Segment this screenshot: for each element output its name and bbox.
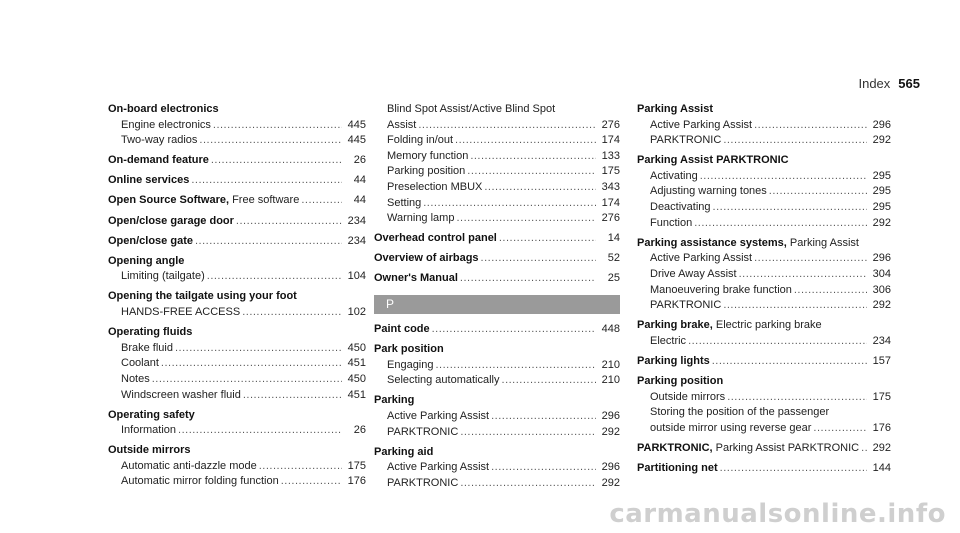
entry-title[interactable]: Opening angle (108, 254, 185, 267)
index-entry[interactable]: Open Source Software, Free software ..... 44 (108, 193, 366, 209)
index-entry (637, 102, 891, 149)
index-entry[interactable]: Open/close gate ..... 234 (108, 234, 366, 250)
sub-entry[interactable]: Coolant ..... 451 (108, 356, 366, 372)
entry-title[interactable]: Park position (374, 343, 444, 356)
index-entry (637, 318, 891, 349)
sub-entry[interactable]: Notes ..... 450 (108, 372, 366, 388)
sub-entry[interactable]: Limiting (tailgate) ..... 104 (108, 269, 366, 285)
sub-entry[interactable]: PARKTRONIC ..... 292 (374, 425, 620, 441)
sub-entry[interactable]: Information ..... 26 (108, 423, 366, 439)
sub-entry[interactable]: Two-way radios ..... 445 (108, 133, 366, 149)
sub-entry[interactable]: Warning lamp ..... 276 (374, 211, 620, 227)
sub-entry[interactable]: Activating ..... 295 (637, 169, 891, 185)
sub-entry[interactable]: outside mirror using reverse gear ..... 176 (637, 421, 891, 437)
sub-entry[interactable]: Brake fluid ..... 450 (108, 341, 366, 357)
index-entry (108, 102, 366, 149)
sub-entry[interactable]: Folding in/out ..... 174 (374, 133, 620, 149)
index-entry[interactable]: Overhead control panel ..... 14 (374, 231, 620, 247)
index-column-3 (637, 102, 891, 481)
sub-entry[interactable]: Preselection MBUX ..... 343 (374, 180, 620, 196)
sub-entry[interactable]: PARKTRONIC ..... 292 (637, 133, 891, 149)
entry-title[interactable]: Operating fluids (108, 326, 193, 339)
page-header (858, 76, 920, 91)
sub-entry-line[interactable]: Storing the position of the passenger (650, 406, 830, 419)
sub-entry[interactable]: Automatic anti-dazzle mode ..... 175 (108, 459, 366, 475)
entry-title[interactable]: On-board electronics (108, 103, 219, 115)
index-entry[interactable]: Partitioning net ..... 144 (637, 461, 891, 477)
sub-entry[interactable]: Drive Away Assist ..... 304 (637, 267, 891, 283)
sub-entry[interactable]: PARKTRONIC ..... 292 (637, 298, 891, 314)
sub-entry[interactable]: Automatic mirror folding function ..... 176 (108, 474, 366, 490)
index-column-1 (108, 102, 366, 495)
watermark: carmanualsonline.info (609, 499, 946, 529)
entry-title[interactable]: Operating safety (108, 408, 195, 421)
index-entry (637, 153, 891, 231)
sub-entry[interactable]: Memory function ..... 133 (374, 149, 620, 165)
sub-entry[interactable]: Selecting automatically ..... 210 (374, 373, 620, 389)
sub-entry[interactable]: Outside mirrors ..... 175 (637, 390, 891, 406)
index-entry-continued (374, 102, 620, 227)
index-entry (374, 393, 620, 440)
entry-title[interactable]: Parking brake, Electric parking brake (637, 319, 822, 332)
section-letter-bar: P (374, 295, 620, 314)
sub-entry[interactable]: PARKTRONIC ..... 292 (374, 476, 620, 492)
entry-title[interactable]: Opening the tailgate using your foot (108, 290, 297, 303)
page-number: 565 (898, 76, 920, 91)
entry-title[interactable]: Parking aid (374, 445, 434, 458)
index-entry[interactable]: Parking lights ..... 157 (637, 354, 891, 370)
sub-entry[interactable]: Active Parking Assist ..... 296 (374, 409, 620, 425)
sub-entry[interactable]: Manoeuvering brake function ..... 306 (637, 283, 891, 299)
sub-entry[interactable]: Parking position ..... 175 (374, 164, 620, 180)
index-entry (108, 443, 366, 490)
index-entry (374, 445, 620, 492)
index-entry[interactable]: On-demand feature ..... 26 (108, 153, 366, 169)
index-column-2 (374, 102, 620, 496)
entry-title[interactable]: Parking Assist PARKTRONIC (637, 154, 789, 167)
header-label: Index (858, 76, 891, 91)
sub-entry[interactable]: Deactivating ..... 295 (637, 200, 891, 216)
index-entry (108, 325, 366, 403)
sub-entry[interactable]: Assist ..... 276 (374, 118, 620, 134)
index-entry[interactable]: Paint code ..... 448 (374, 322, 620, 338)
index-entry[interactable]: PARKTRONIC, Parking Assist PARKTRONIC ..... 292 (637, 441, 891, 457)
entry-title[interactable]: Parking (374, 394, 415, 407)
index-entry[interactable]: Overview of airbags ..... 52 (374, 251, 620, 267)
sub-entry[interactable]: Active Parking Assist ..... 296 (637, 118, 891, 134)
index-entry (108, 408, 366, 439)
index-entry[interactable]: Online services ..... 44 (108, 173, 366, 189)
index-entry (637, 236, 891, 314)
sub-entry[interactable]: Setting ..... 174 (374, 196, 620, 212)
sub-entry[interactable]: Electric ..... 234 (637, 334, 891, 350)
index-entry[interactable]: Owner's Manual ..... 25 (374, 271, 620, 287)
index-entry (374, 342, 620, 389)
entry-title[interactable]: Parking assistance systems, Parking Assist (637, 236, 859, 249)
index-entry (108, 254, 366, 285)
index-entry[interactable]: Open/close garage door ..... 234 (108, 214, 366, 230)
sub-entry[interactable]: HANDS-FREE ACCESS ..... 102 (108, 305, 366, 321)
entry-title[interactable]: Outside mirrors (108, 444, 191, 457)
sub-entry[interactable]: Active Parking Assist ..... 296 (637, 251, 891, 267)
index-entry (637, 374, 891, 436)
sub-entry[interactable]: Adjusting warning tones ..... 295 (637, 184, 891, 200)
sub-entry[interactable]: Function ..... 292 (637, 216, 891, 232)
sub-entry[interactable]: Windscreen washer fluid ..... 451 (108, 388, 366, 404)
sub-entry[interactable]: Engine electronics ..... 445 (108, 118, 366, 134)
sub-entry[interactable]: Active Parking Assist ..... 296 (374, 460, 620, 476)
index-entry (108, 289, 366, 320)
entry-title[interactable]: Parking position (637, 375, 724, 387)
sub-entry-line[interactable]: Blind Spot Assist/Active Blind Spot (387, 103, 556, 115)
sub-entry[interactable]: Engaging ..... 210 (374, 358, 620, 374)
entry-title[interactable]: Parking Assist (637, 103, 714, 115)
